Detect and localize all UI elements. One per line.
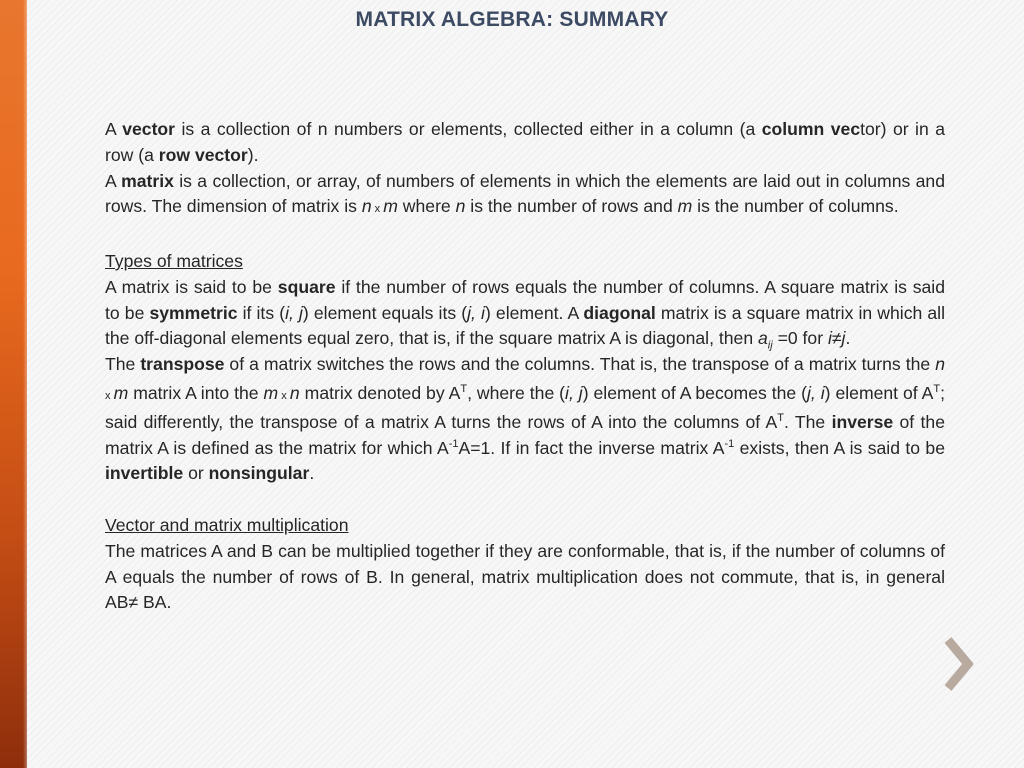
matrix-definition: A matrix is a collection, or array, of numbers of elements in which the elements are laid out in columns and rows. The dimension of matrix is n x m where n is the number of rows and m is the number of columns. <box>105 170 945 217</box>
decorative-side-bar <box>0 0 27 768</box>
vector-definition: A vector is a collection of n numbers or elements, collected either in a column (a column vector) or in a row (a row vector). <box>105 119 945 165</box>
multiplication-heading: Vector and matrix multiplication <box>105 514 349 535</box>
chevron-right-icon[interactable] <box>942 634 976 694</box>
slide-body <box>105 117 945 616</box>
matrix-types-text: A matrix is said to be square if the number of rows equals the number of columns. A square matrix is said to be symmetric if its (i, j) element equals its (j, i) element. A diagonal matrix is a square matrix in which all the off-diagonal elements equal zero, that is, if the square matrix A is diagonal, then $a_{ij} =0$ for i≠j. <box>105 276 946 352</box>
types-heading: Types of matrices <box>105 250 243 271</box>
page-title: MATRIX ALGEBRA: SUMMARY <box>355 8 669 31</box>
transpose-inverse-text: The transpose of a matrix switches the rows and the columns. That is, the transpose of a matrix turns the n x m matrix A into the m x n matrix denoted by $A^T$, where the (i, j) element of A becomes the (j, i) element of $A^T$; said differently, the transpose of a matrix A turns the rows of A into the columns of $A^T$. The inverse of the matrix A is defined as the matrix for which $A^{-1}A=1$. If in fact the inverse matrix $A^{-1}$ exists, then A is said to be invertible or nonsingular. <box>105 354 946 484</box>
multiplication-text: The matrices A and B can be multiplied together if they are conformable, that is, if the number of columns of A equals the number of rows of B. In general, matrix multiplication does not commute, that is, in general AB≠ BA. <box>105 540 945 613</box>
